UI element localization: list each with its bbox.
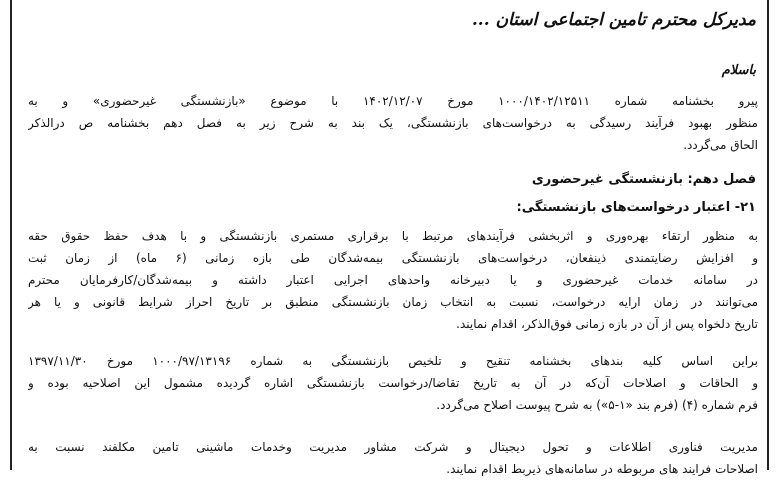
article-line: در سامانه خدمات غیرحضوری و یا دبیرخانه واحدهای اجرایی اعتبار داشته و بیمه‌شدگان/کارفرمایان محترم	[28, 273, 758, 287]
right-border-rule	[767, 0, 769, 470]
amendment-line: براین اساس کلیه بندهای بخشنامه تنقیح و تلخیص بازنشستگی به شماره ۱۰۰۰/۹۷/۱۳۱۹۶ مورخ ۱۳۹۷/۱۱/۳۰	[28, 354, 758, 368]
article-line: به منظور ارتقاء بهره‌وری و اثربخشی فرآیندهای مرتبط با برقراری مستمری بازنشستگی و با هدف حفظ حقوق حقه	[28, 229, 758, 243]
article-line: تاریخ دلخواه پس از آن در بازه زمانی فوق‌الذکر، اقدام نمایند.	[456, 317, 758, 331]
intro-line: پیرو بخشنامه شماره ۱۰۰۰/۱۴۰۲/۱۲۵۱۱ مورخ ۱۴۰۲/۱۲/۰۷ با موضوع «بازنشستگی غیرحضوری» و به	[28, 94, 758, 108]
intro-line: منظور بهبود فرآیند رسیدگی به درخواست‌های بازنشستگی، یک بند به شرح زیر به فصل دهم بخشنامه ص درالذکر	[28, 116, 758, 130]
amendment-line: فرم شماره (۴) (فرم بند «۱-۵») به شرح پیوست اصلاح می‌گردد.	[436, 398, 758, 412]
chapter-heading: فصل دهم: بازنشستگی غیرحضوری	[531, 172, 756, 187]
closing-line: اصلاحات فرایند های مربوطه در سامانه‌های ذیربط اقدام نمایند.	[446, 462, 758, 476]
intro-paragraph	[28, 90, 758, 156]
closing-paragraph	[28, 436, 758, 480]
article-line: و افزایش رضایتمندی ذینفعان، درخواست‌های بازنشستگی بیمه‌شدگان طی بازه زمانی (۶ ماه) از زمان ثبت	[28, 251, 758, 265]
amendment-paragraph	[28, 350, 758, 416]
intro-line: الحاق می‌گردد.	[683, 138, 758, 152]
article-paragraph	[28, 225, 758, 335]
article-heading: ۲۱- اعتبار درخواست‌های بازنشستگی:	[516, 200, 756, 215]
closing-line: مدیریت فناوری اطلاعات و تحول دیجیتال و شرکت مشاور مدیریت وخدمات ماشینی تامین مکلفند نسبت به	[28, 440, 758, 454]
article-line: می‌توانند در زمان ارایه درخواست، نسبت به انتخاب زمان بازنشستگی منطبق بر تاریخ احراز شرایط قانونی و یا هر	[28, 295, 758, 309]
amendment-line: و الحاقات و اصلاحات آن‌که در آن به تاریخ تقاضا/درخواست بازنشستگی اشاره گردیده مشمول این اصلاحیه بوده و	[28, 376, 758, 390]
left-border-rule	[10, 0, 12, 470]
greeting: باسلام	[721, 63, 756, 78]
salutation: مدیرکل محترم تامین اجتماعی استان ...	[471, 10, 756, 30]
